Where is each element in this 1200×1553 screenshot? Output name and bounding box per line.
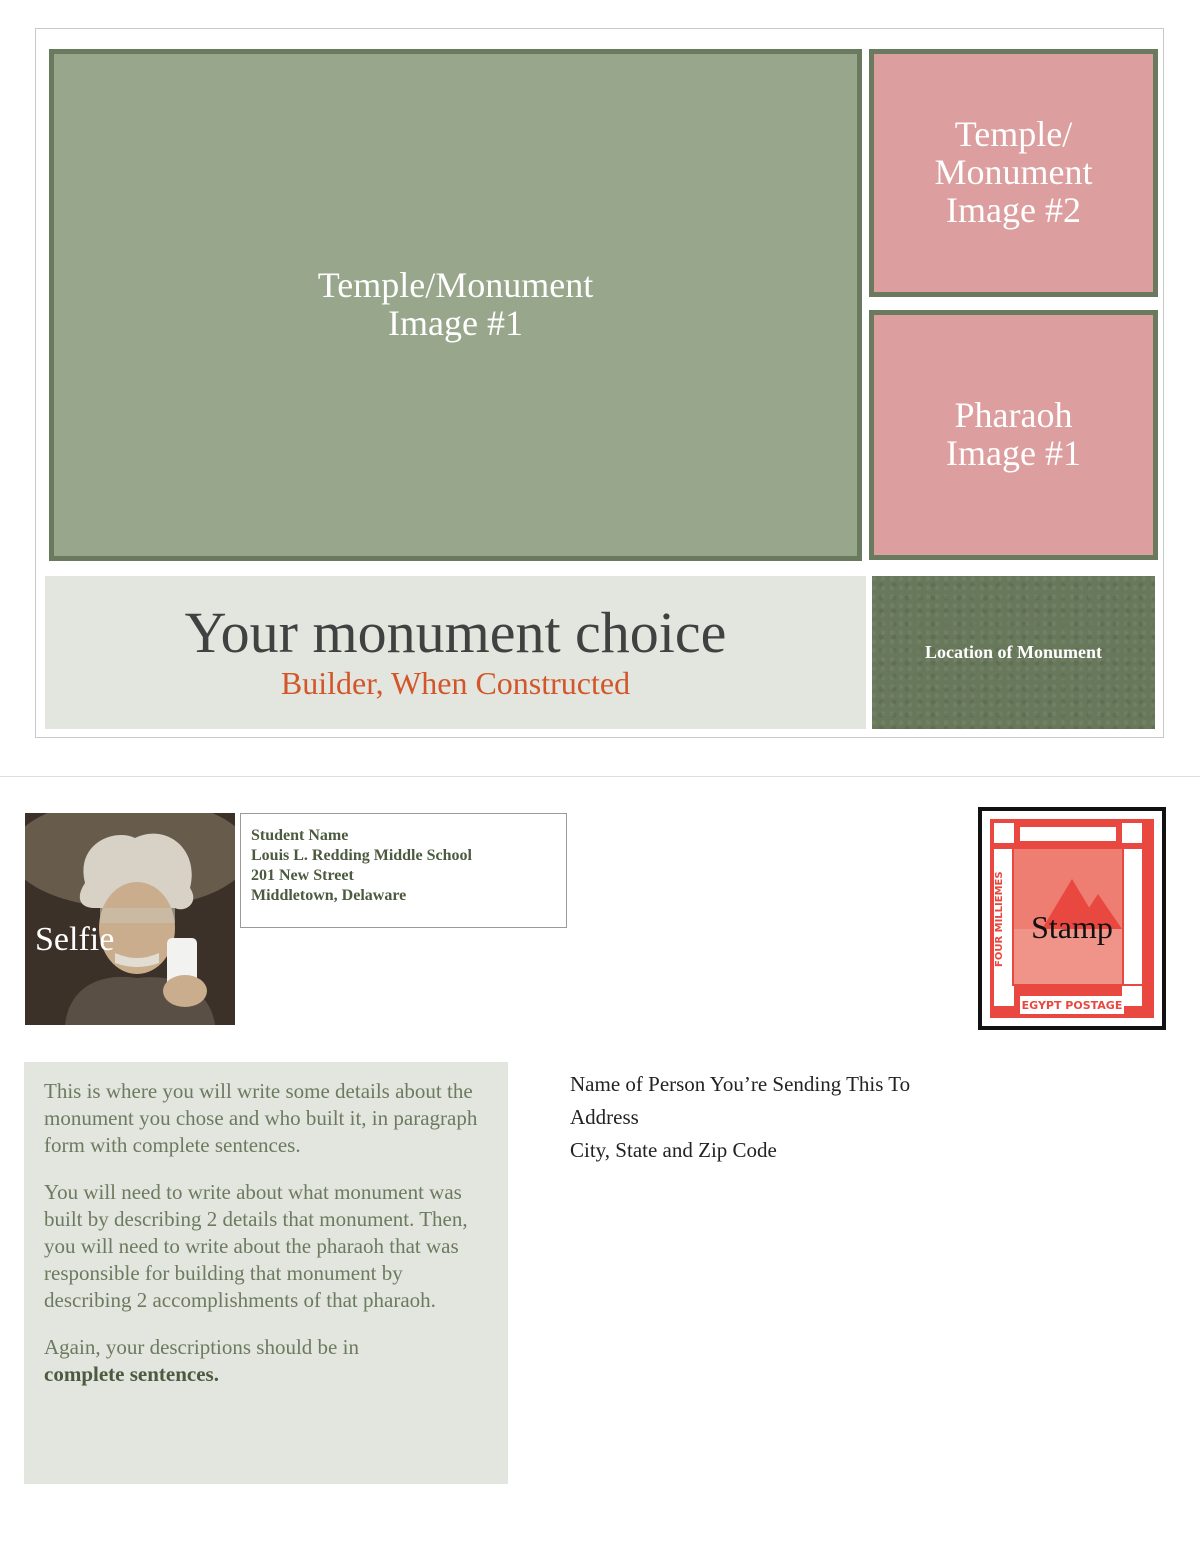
image-1-label-line1: Temple/Monument <box>317 265 594 306</box>
pharaoh-image-1-placeholder <box>869 310 1158 560</box>
stamp-border <box>982 811 1162 1026</box>
monument-title: Your monument choice <box>184 599 727 665</box>
page-divider <box>0 776 1200 777</box>
postage-stamp <box>978 807 1166 1030</box>
temple-monument-image-2-placeholder <box>869 49 1158 297</box>
message-paragraph-3-bold: complete sentences. <box>44 1362 219 1386</box>
recipient-address <box>570 1068 910 1167</box>
image-1-label-line2: Image #1 <box>388 303 523 343</box>
selfie-photo <box>25 813 235 1025</box>
stamp-side-text: FOUR MILLIEMES <box>994 849 1012 989</box>
recipient-address-line: Address <box>570 1105 639 1129</box>
image-2-label-line1: Temple/ <box>954 114 1073 155</box>
selfie-label: Selfie <box>35 921 115 958</box>
stamp-face <box>990 819 1154 1018</box>
selfie-portrait-illustration <box>25 813 235 1025</box>
temple-monument-image-1-placeholder <box>49 49 862 561</box>
message-paragraph-1: This is where you will write some details about the monument you chose and who built it, in paragraph form with complete sentences. <box>44 1079 478 1157</box>
message-paragraph-3 <box>44 1334 488 1388</box>
monument-subtitle: Builder, When Constructed <box>280 665 631 702</box>
return-address-city: Middletown, Delaware <box>251 887 407 904</box>
image-2-label-line3: Image #2 <box>946 189 1081 230</box>
return-address-name: Student Name <box>251 827 349 844</box>
location-of-monument: Location of Monument <box>872 576 1155 729</box>
recipient-city-state-zip: City, State and Zip Code <box>570 1138 777 1162</box>
pharaoh-label-line2: Image #1 <box>946 433 1081 473</box>
return-address <box>240 813 567 928</box>
message-paragraph-3-text: Again, your descriptions should be in <box>44 1335 359 1359</box>
pharaoh-label-line1: Pharaoh <box>954 395 1073 436</box>
stamp-label: Stamp <box>1031 909 1113 945</box>
return-address-street: 201 New Street <box>251 867 354 884</box>
return-address-school: Louis L. Redding Middle School <box>251 847 472 864</box>
message-paragraph-2: You will need to write about what monument was built by describing 2 details that monument. Then, you will need to write about the pharaoh that was responsible for building that monument by describing 2 accomplishments of that pharaoh. <box>44 1180 468 1312</box>
monument-caption <box>45 576 866 729</box>
recipient-name: Name of Person You’re Sending This To <box>570 1072 911 1096</box>
message-box <box>24 1062 508 1484</box>
image-2-label-line2: Monument <box>934 152 1093 193</box>
stamp-bottom-text: EGYPT POSTAGE <box>1020 996 1124 1014</box>
